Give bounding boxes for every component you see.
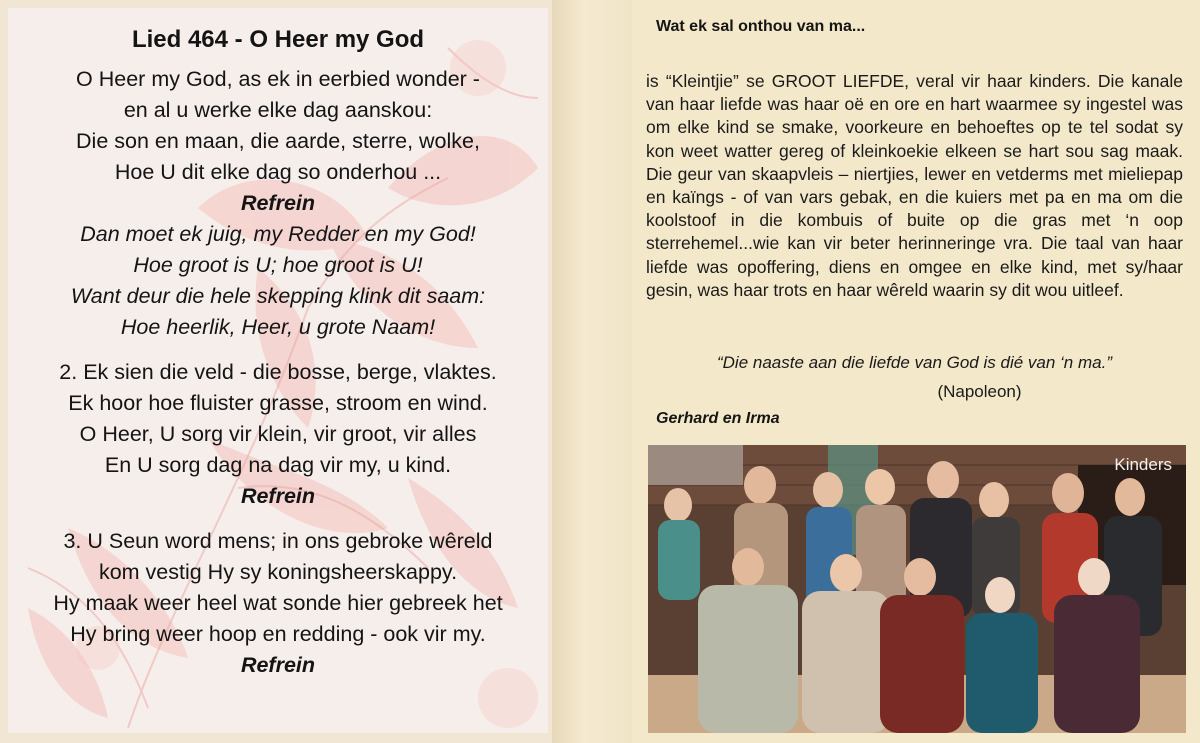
stanza-line: Die son en maan, die aarde, sterre, wolke, xyxy=(76,129,480,153)
refrein-line: Hoe heerlik, Heer, u grote Naam! xyxy=(120,315,436,339)
refrein-label: Refrein xyxy=(240,484,316,508)
refrein-label: Refrein xyxy=(240,191,316,215)
hymn-title: Lied 464 - O Heer my God xyxy=(131,26,425,53)
right-page xyxy=(632,0,1200,743)
stanza-line: O Heer, U sorg vir klein, vir groot, vir alles xyxy=(79,422,477,446)
stanza-line: Hoe U dit elke dag so onderhou ... xyxy=(114,160,442,184)
stanza-line: Hy bring weer hoop en redding - ook vir my. xyxy=(70,622,486,646)
signature: Gerhard en Irma xyxy=(656,410,780,427)
stanza-line: 3. U Seun word mens; in ons gebroke wêreld xyxy=(63,529,493,553)
hymn-text xyxy=(8,8,548,681)
memory-paragraph: is “Kleintjie” se GROOT LIEFDE, veral vir haar kinders. Die kanale van haar liefde was haar oë en ore en hart waarmee sy ingestel was om elke kind se smake, voorkeure en behoeftes op te tel sodat sy kon weet watter gereg of kleinkoekie elkeen se hart sou sag maak. Die geur van skaapvleis – niertjies, lewer en vetderms met mieliepap en kaïngs - of van vars gebak, en die kuiers met pa en ma om die koolstoof in die kombuis of buite op die gras met ‘n oop sterrehemel...wie kan vir beter herinneringe vra. Die taal van haar liefde was opoffering, diens en omgee en elke kind, met sy/haar gesin, was haar trots en haar wêreld waarin sy dit wou uitleef. xyxy=(646,71,1183,300)
stanza-line: 2. Ek sien die veld - die bosse, berge, vlaktes. xyxy=(59,360,497,384)
family-photo xyxy=(648,445,1186,733)
stanza-line: Hy maak weer heel wat sonde hier gebreek het xyxy=(53,591,503,615)
quote-source: (Napoleon) xyxy=(937,382,1022,401)
refrein xyxy=(8,219,548,343)
stanza-1 xyxy=(8,64,548,188)
stanza-line: En U sorg dag na dag vir my, u kind. xyxy=(104,453,452,477)
stanza-line: Ek hoor hoe fluister grasse, stroom en wind. xyxy=(68,391,488,415)
page-gutter xyxy=(552,0,632,743)
quote: “Die naaste aan die liefde van God is dié van ‘n ma.” xyxy=(716,353,1112,372)
left-page xyxy=(0,0,552,743)
stanza-line: O Heer my God, as ek in eerbied wonder - xyxy=(76,67,480,91)
stanza-2 xyxy=(8,357,548,481)
hymn-card xyxy=(8,8,548,733)
refrein-line: Hoe groot is U; hoe groot is U! xyxy=(133,253,423,277)
refrein-line: Dan moet ek juig, my Redder en my God! xyxy=(80,222,476,246)
stanza-line: kom vestig Hy sy koningsheerskappy. xyxy=(98,560,458,584)
refrein-line: Want deur die hele skepping klink dit saam: xyxy=(70,284,486,308)
stanza-3 xyxy=(8,526,548,650)
memory-heading: Wat ek sal onthou van ma... xyxy=(656,18,866,35)
stanza-line: en al u werke elke dag aanskou: xyxy=(123,98,433,122)
refrein-label: Refrein xyxy=(240,653,316,677)
photo-caption: Kinders xyxy=(1114,455,1172,474)
family-photo-illustration xyxy=(648,445,1186,733)
